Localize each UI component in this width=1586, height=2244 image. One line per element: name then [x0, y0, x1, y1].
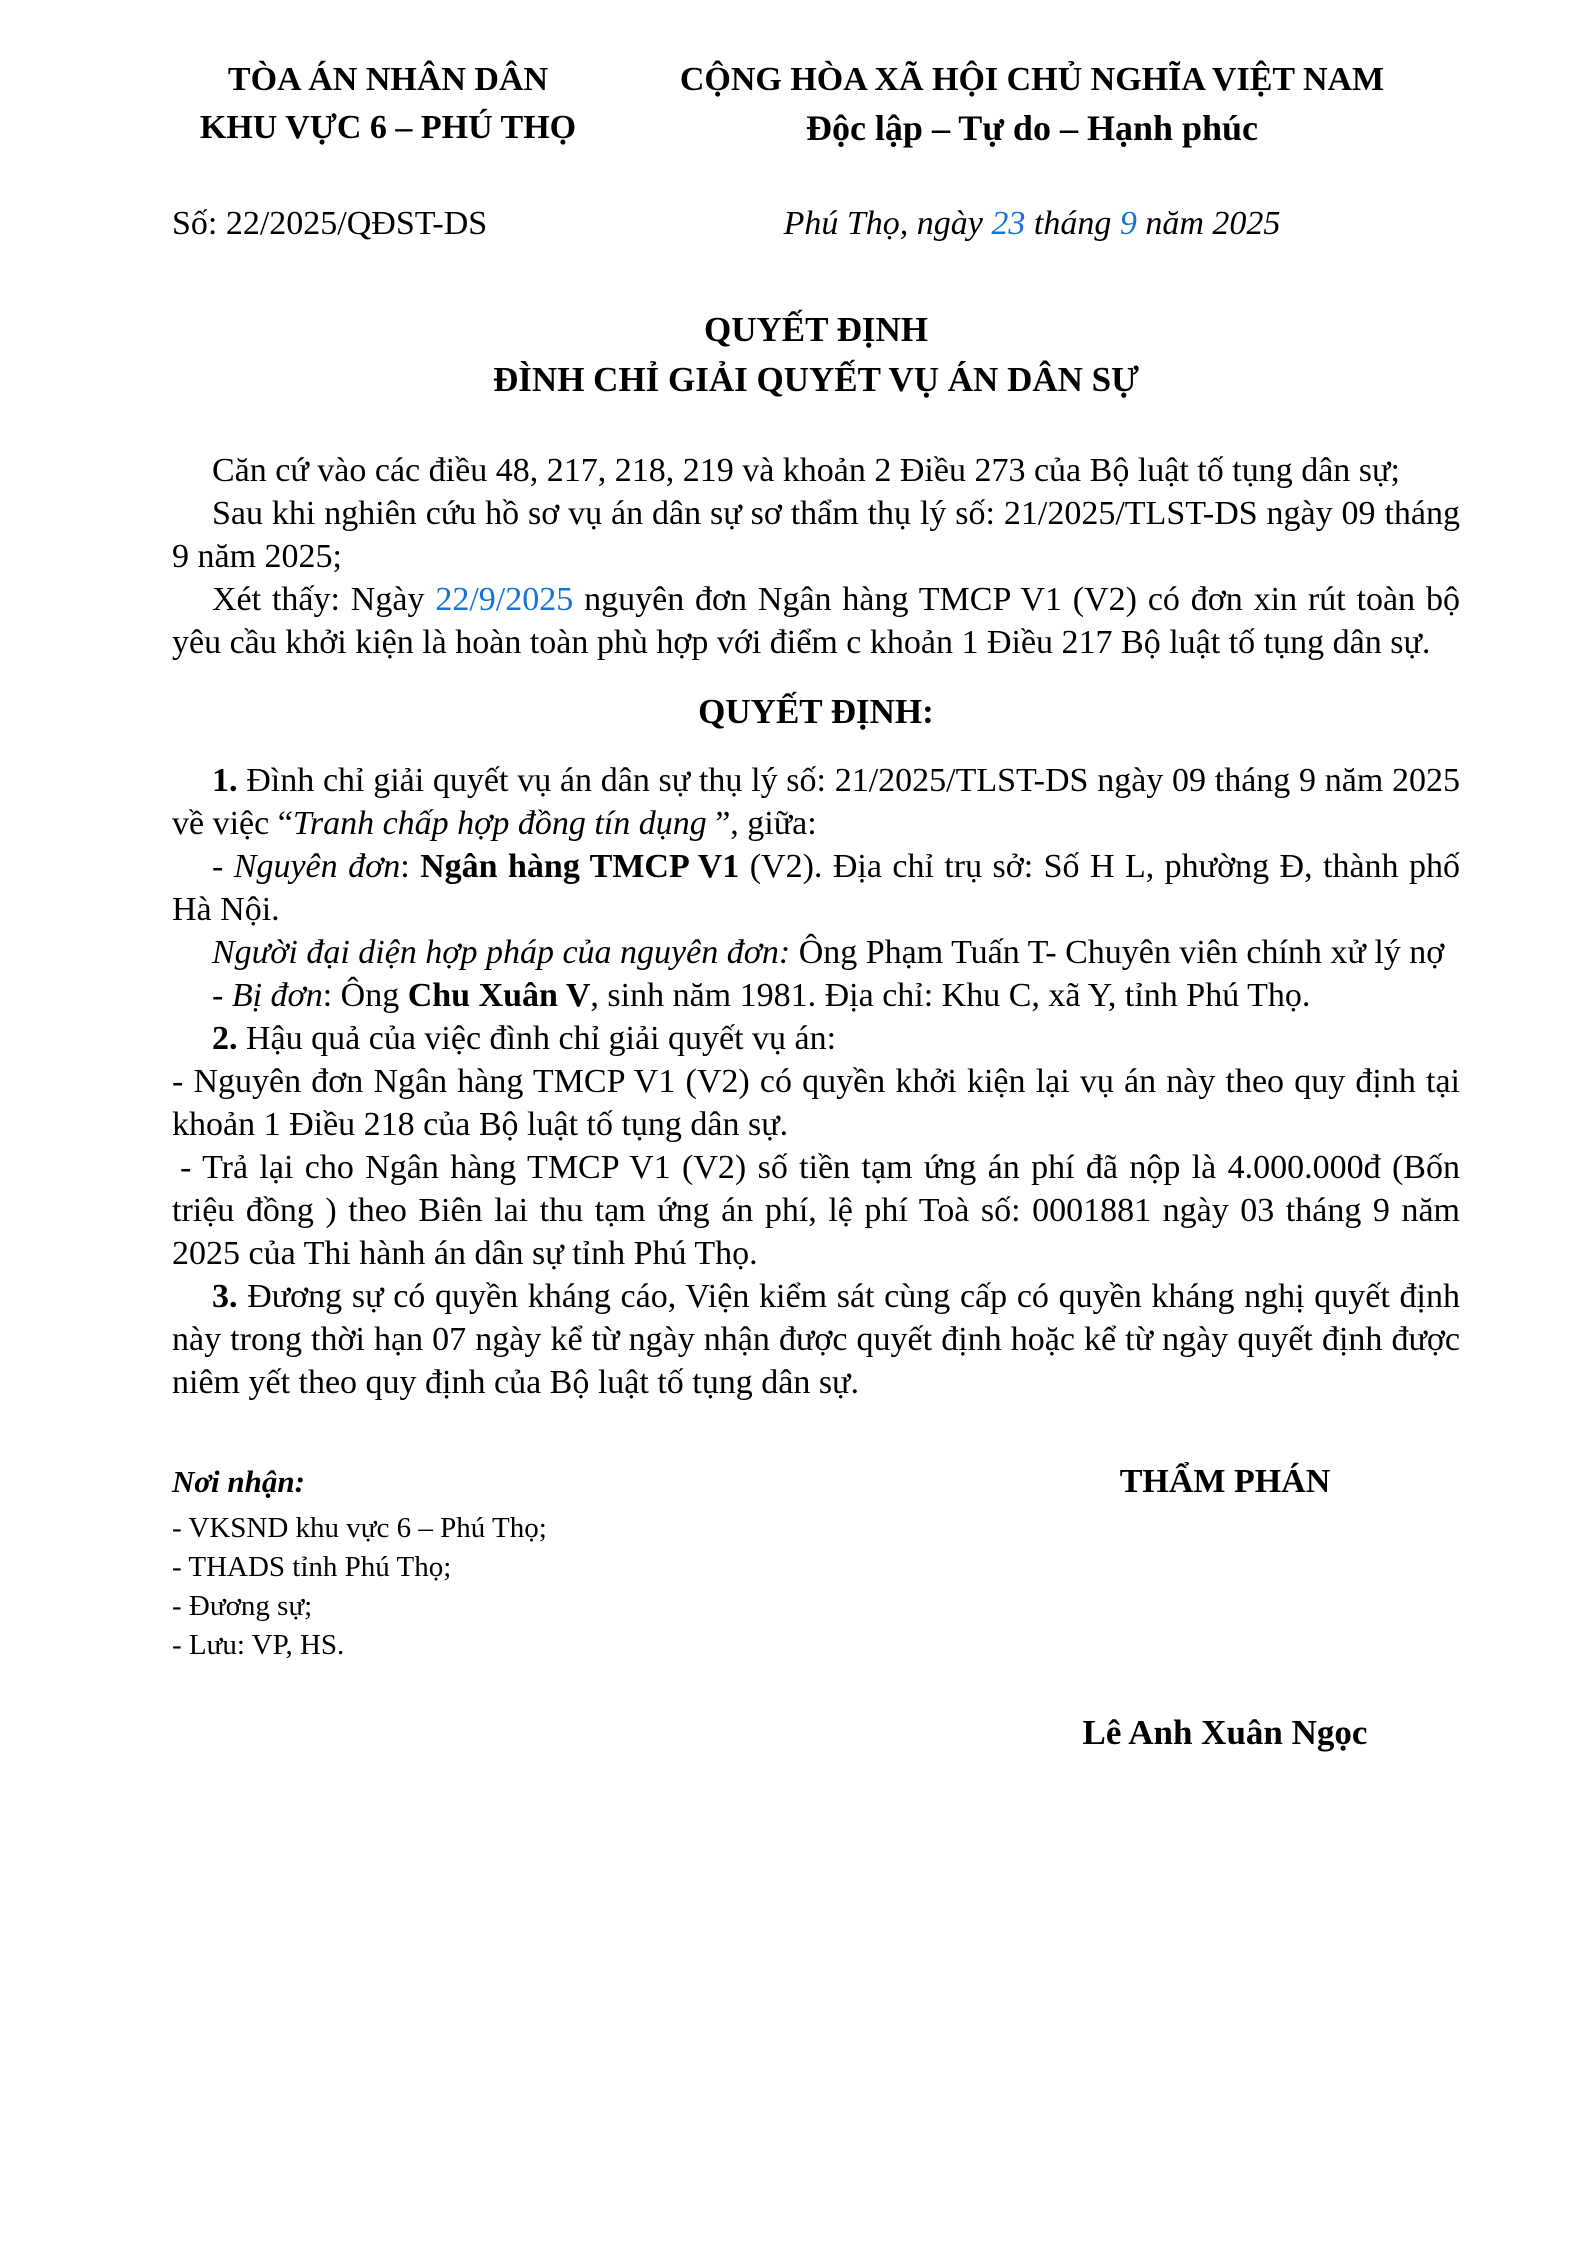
date-mid: tháng [1025, 205, 1120, 242]
court-name-line2: KHU VỰC 6 – PHÚ THỌ [199, 109, 577, 146]
plaintiff-sep: : [400, 848, 421, 885]
item2-number: 2. [212, 1020, 238, 1057]
preamble-3-text: Xét thấy: Ngày [212, 581, 436, 618]
defendant-label: Bị đơn [231, 977, 323, 1014]
signer-title: THẨM PHÁN [1119, 1463, 1331, 1500]
recipient-item: - Lưu: VP, HS. [172, 1629, 345, 1661]
court-name-line1: TÒA ÁN NHÂN DÂN [227, 61, 549, 98]
defendant-line [172, 974, 1460, 1017]
place-date-line [604, 202, 1460, 245]
preamble-paragraph-3 [172, 578, 1460, 664]
item1-number: 1. [212, 762, 238, 799]
decision-heading: QUYẾT ĐỊNH: [698, 692, 934, 731]
defendant-name: Chu Xuân V [407, 977, 591, 1014]
issuing-court-block [172, 56, 604, 152]
national-motto-block [604, 56, 1460, 152]
title-line1: QUYẾT ĐỊNH [704, 310, 928, 349]
motto-line2: Độc lập – Tự do – Hạnh phúc [805, 108, 1259, 148]
date-month: 9 [1119, 205, 1137, 242]
preamble-3-text-rest: nguyên đơn Ngân hàng TMCP V1 (V2) có đơn xin rút toàn bộ yêu cầu khởi kiện là hoàn toàn phù hợp với điểm c khoản 1 Điều 217 Bộ luật tố tụng dân sự. [172, 581, 1460, 661]
recipient-item: - VKSND khu vực 6 – Phú Thọ; [172, 1512, 547, 1544]
number-date-row [172, 202, 1460, 245]
defendant-dash: - [212, 977, 232, 1014]
recipient-item: - THADS tỉnh Phú Thọ; [172, 1551, 452, 1583]
recipients-list [172, 1509, 990, 1665]
item2-text: Hậu quả của việc đình chỉ giải quyết vụ án: [237, 1020, 837, 1057]
item1-text: Đình chỉ giải quyết vụ án dân sự thụ lý số: 21/2025/TLST-DS ngày 09 tháng 9 năm 2025 về việc “ [172, 762, 1460, 842]
item3-text: Đương sự có quyền kháng cáo, Viện kiểm sát cùng cấp có quyền kháng nghị quyết định này trong thời hạn 07 ngày kể từ ngày nhận được quyết định hoặc kể từ ngày quyết định được niêm yết theo quy định của Bộ luật tố tụng dân sự. [172, 1278, 1460, 1401]
document-header [172, 56, 1460, 152]
item3-number: 3. [212, 1278, 238, 1315]
date-suffix: năm 2025 [1136, 205, 1281, 242]
decision-item-1 [172, 759, 1460, 845]
title-line2: ĐÌNH CHỈ GIẢI QUYẾT VỤ ÁN DÂN SỰ [493, 360, 1139, 399]
document-body [172, 449, 1460, 1404]
plaintiff-address: (V2). Địa chỉ trụ sở: Số H L, phường Đ, thành phố Hà Nội. [172, 848, 1460, 928]
defendant-address: , sinh năm 1981. Địa chỉ: Khu C, xã Y, tỉnh Phú Thọ. [590, 977, 1311, 1014]
signature-block [990, 1460, 1460, 1754]
date-prefix: Phú Thọ, ngày [783, 205, 992, 242]
motto-line1: CỘNG HÒA XÃ HỘI CHỦ NGHĨA VIỆT NAM [679, 61, 1385, 98]
date-day: 23 [991, 205, 1026, 242]
case-name: Tranh chấp hợp đồng tín dụng [292, 805, 716, 842]
recipient-item: - Đương sự; [172, 1590, 313, 1622]
document-footer [172, 1460, 1460, 1754]
defendant-sep: : Ông [322, 977, 408, 1014]
representative-label: Người đại diện hợp pháp của nguyên đơn: [212, 934, 799, 971]
plaintiff-label: Nguyên đơn [233, 848, 401, 885]
document-number: Số: 22/2025/QĐST-DS [172, 205, 488, 242]
withdrawal-date: 22/9/2025 [435, 581, 574, 618]
document-title [172, 305, 1460, 405]
preamble-paragraph-1: Căn cứ vào các điều 48, 217, 218, 219 và khoản 2 Điều 273 của Bộ luật tố tụng dân sự; [212, 452, 1400, 489]
representative-name: Ông Phạm Tuấn T- Chuyên viên chính xử lý nợ [798, 934, 1445, 971]
recipients-block [172, 1460, 990, 1754]
item1-text-rest: ”, giữa: [715, 805, 817, 842]
decision-item-3 [172, 1275, 1460, 1404]
preamble-paragraph-2: Sau khi nghiên cứu hồ sơ vụ án dân sự sơ thẩm thụ lý số: 21/2025/TLST-DS ngày 09 tháng 9 năm 2025; [172, 495, 1460, 575]
signer-name: Lê Anh Xuân Ngọc [1082, 1713, 1368, 1752]
consequence-line-1: - Nguyên đơn Ngân hàng TMCP V1 (V2) có quyền khởi kiện lại vụ án này theo quy định tại khoản 1 Điều 218 của Bộ luật tố tụng dân sự. [172, 1063, 1460, 1143]
recipients-label: Nơi nhận: [172, 1464, 305, 1499]
plaintiff-dash: - [212, 848, 234, 885]
plaintiff-line [172, 845, 1460, 931]
plaintiff-name: Ngân hàng TMCP V1 [420, 848, 740, 885]
consequence-line-2: - Trả lại cho Ngân hàng TMCP V1 (V2) số tiền tạm ứng án phí đã nộp là 4.000.000đ (Bốn triệu đồng ) theo Biên lai thu tạm ứng án phí, lệ phí Toà số: 0001881 ngày 03 tháng 9 năm 2025 của Thi hành án dân sự tỉnh Phú Thọ. [172, 1149, 1460, 1272]
representative-line [172, 931, 1460, 974]
decision-item-2 [172, 1017, 1460, 1060]
